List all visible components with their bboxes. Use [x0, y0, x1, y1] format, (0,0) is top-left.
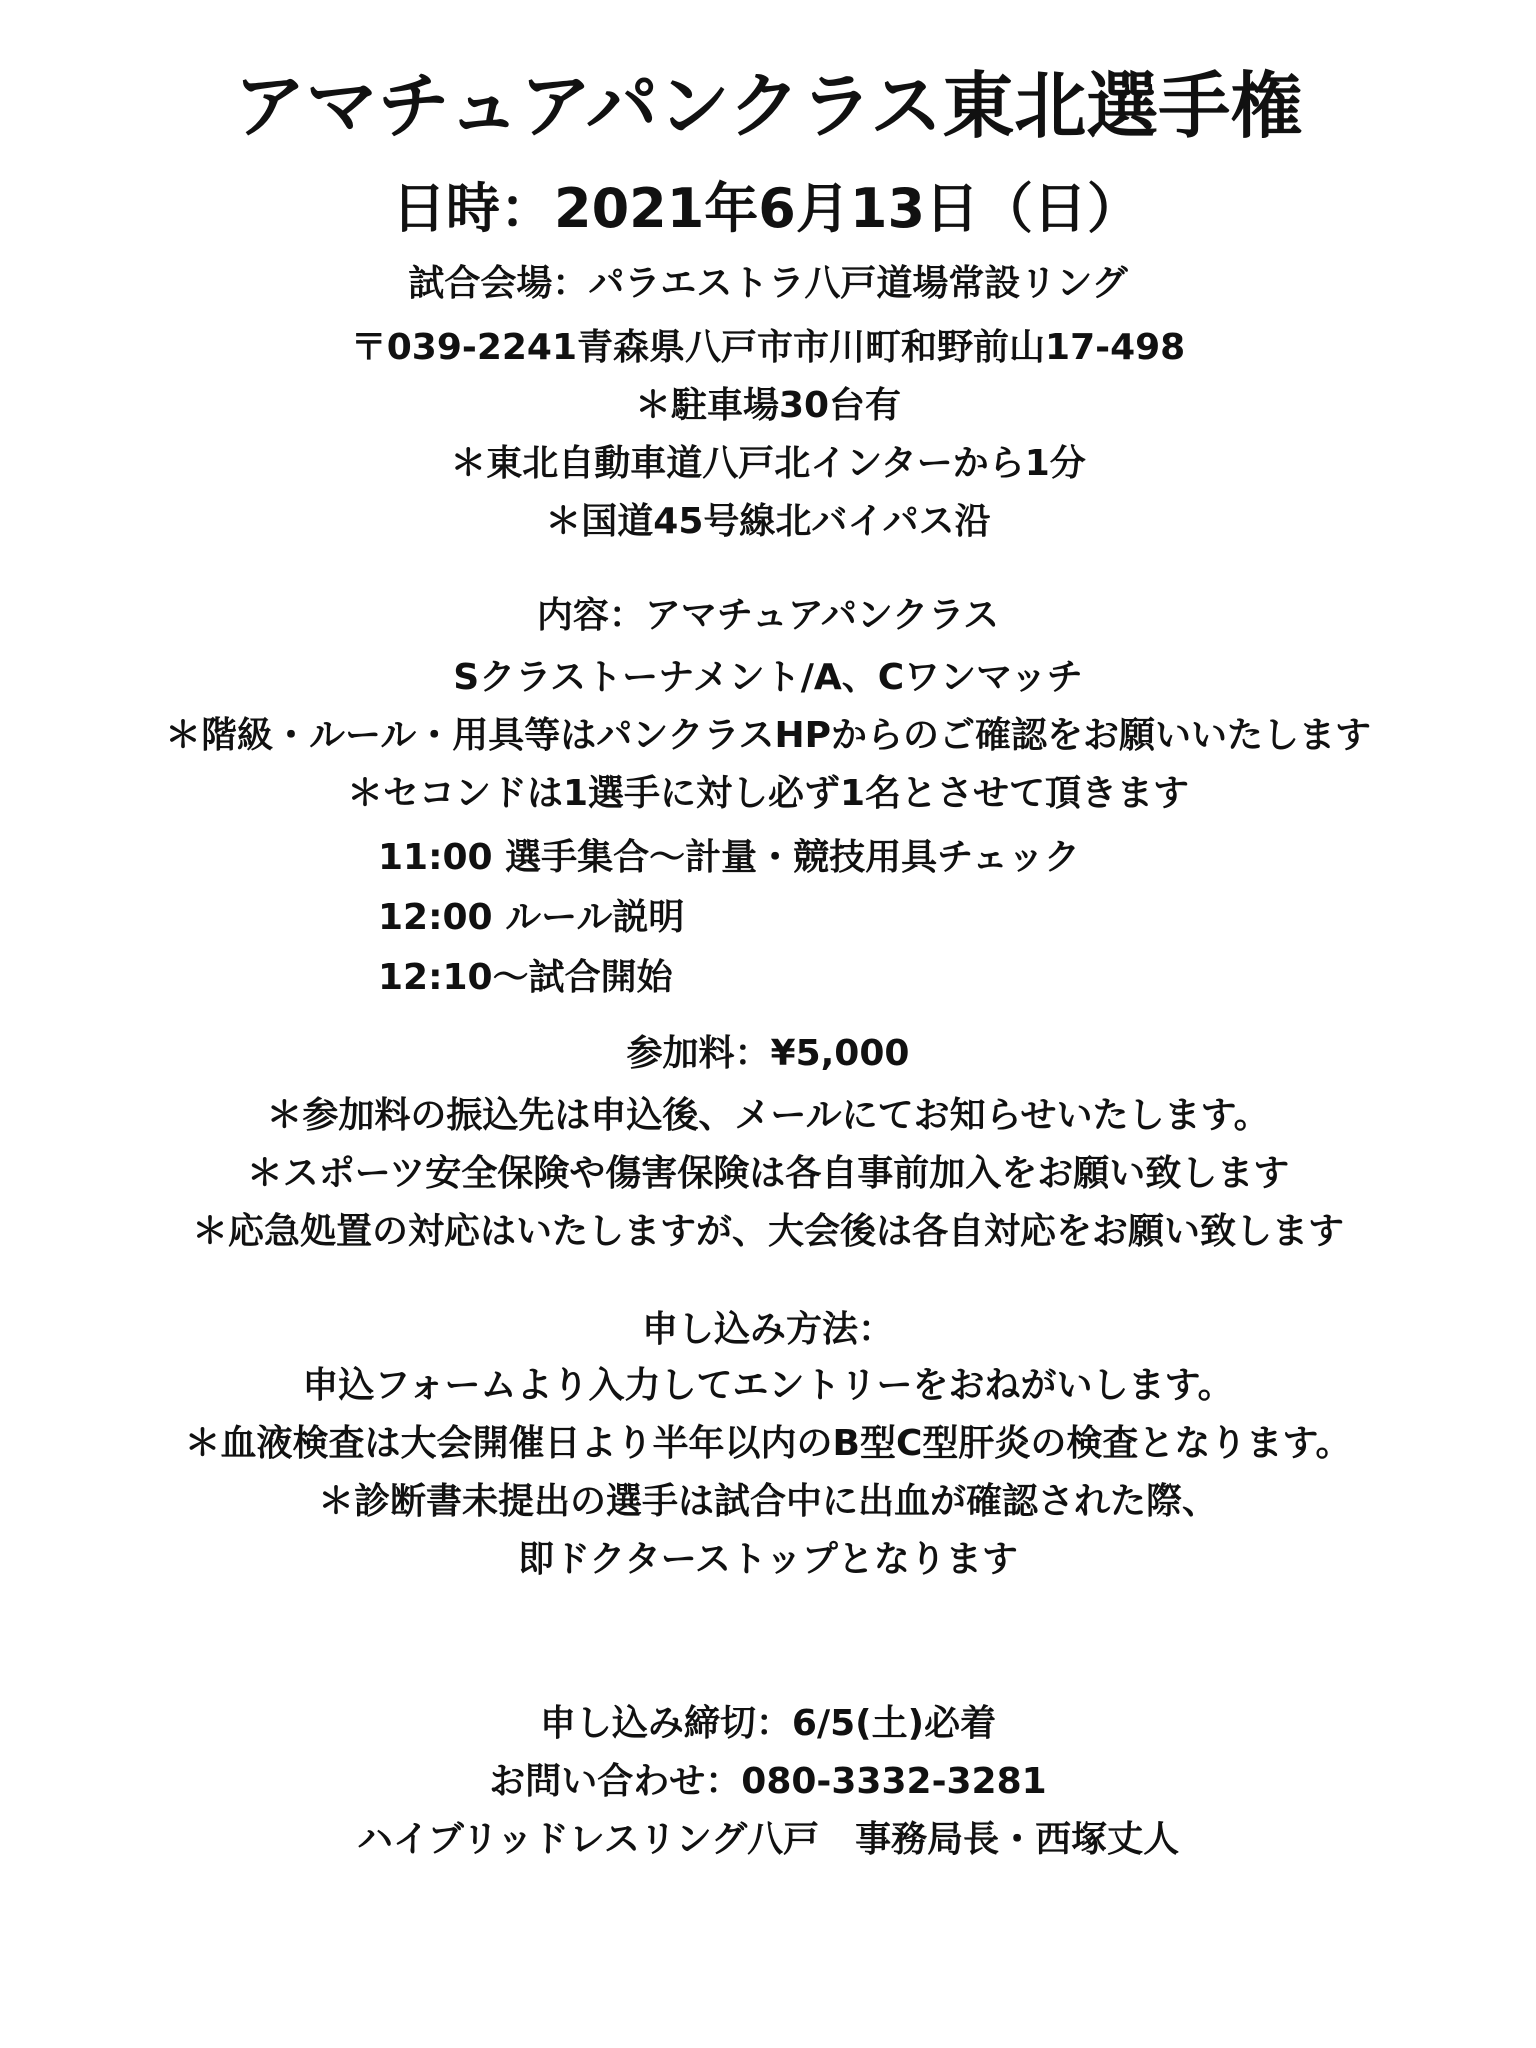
- parking-note: ＊駐車場30台有: [634, 385, 902, 426]
- venue-address: 〒039-2241青森県八戸市市川町和野前山17-498: [350, 327, 1186, 368]
- medical-note-cont: 即ドクターストップとなります: [518, 1539, 1018, 1580]
- venue-label: 試合会場：パラエストラ八戸道場常設リング: [408, 263, 1128, 304]
- apply-line: 申込フォームより入力してエントリーをおねがいします。: [302, 1365, 1234, 1406]
- deadline: 申し込み締切：6/5(土)必着: [539, 1703, 997, 1744]
- apply-label: 申し込み方法：: [641, 1309, 894, 1350]
- access-note: ＊東北自動車道八戸北インターから1分: [450, 443, 1086, 484]
- content-label: 内容：アマチュアパンクラス: [536, 595, 1000, 636]
- content-classes: Sクラストーナメント/A、Cワンマッチ: [453, 657, 1083, 698]
- schedule-item: 12:00 ルール説明: [378, 897, 685, 938]
- rules-note: ＊階級・ルール・用具等はパンクラスHPからのご確認をお願いいたします: [165, 715, 1371, 756]
- blood-test-note: ＊血液検査は大会開催日より半年以内のB型C型肝炎の検査となります。: [184, 1423, 1352, 1464]
- event-date: 日時：2021年6月13日（日）: [392, 177, 1142, 240]
- second-note: ＊セコンドは1選手に対し必ず1名とさせて頂きます: [346, 773, 1190, 814]
- insurance-note: ＊スポーツ安全保険や傷害保険は各自事前加入をお願い致します: [246, 1153, 1290, 1194]
- page-title: アマチュアパンクラス東北選手権: [233, 64, 1303, 148]
- organizer: ハイブリッドレスリング八戸 事務局長・西塚丈人: [356, 1819, 1180, 1860]
- schedule-item: 11:00 選手集合〜計量・競技用具チェック: [378, 837, 1081, 878]
- medical-note: ＊診断書未提出の選手は試合中に出血が確認された際、: [317, 1481, 1218, 1522]
- first-aid-note: ＊応急処置の対応はいたしますが、大会後は各自対応をお願い致します: [191, 1211, 1344, 1252]
- route-note: ＊国道45号線北バイパス沿: [545, 501, 991, 542]
- fee-note: ＊参加料の振込先は申込後、メールにてお知らせいたします。: [266, 1095, 1270, 1136]
- schedule-item: 12:10〜試合開始: [378, 957, 673, 998]
- fee-label: 参加料：¥5,000: [626, 1033, 910, 1074]
- contact-phone: お問い合わせ：080-3332-3281: [489, 1761, 1047, 1802]
